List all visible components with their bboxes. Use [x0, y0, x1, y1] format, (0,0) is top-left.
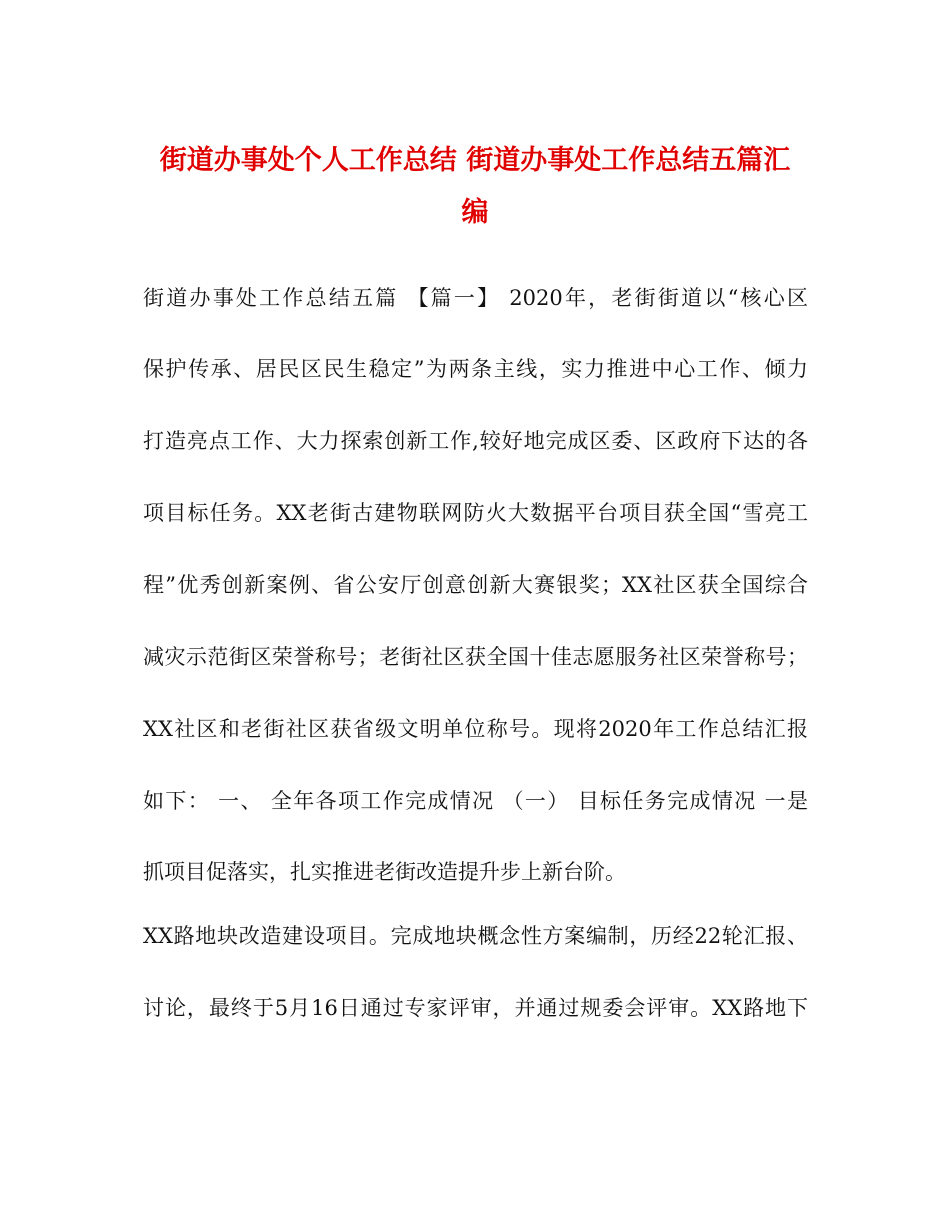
- body-line-7: XX社区和老街社区获省级文明单位称号。现将2020年工作总结汇报: [143, 717, 808, 741]
- body-line-2: 保护传承、居民区民生稳定”为两条主线，实力推进中心工作、倾力: [143, 357, 808, 381]
- body-line-4: 项目标任务。XX老街古建物联网防火大数据平台项目获全国“雪亮工: [143, 501, 808, 525]
- body-line-6: 减灾示范街区荣誉称号；老街社区获全国十佳志愿服务社区荣誉称号；: [143, 645, 808, 669]
- body-line-11: 讨论，最终于5月16日通过专家评审，并通过规委会评审。XX路地下: [143, 996, 808, 1020]
- document-title-line-1: 街道办事处个人工作总结 街道办事处工作总结五篇汇: [159, 145, 791, 176]
- body-line-3: 打造亮点工作、大力探索创新工作,较好地完成区委、区政府下达的各: [143, 429, 808, 453]
- body-line-10: XX路地块改造建设项目。完成地块概念性方案编制，历经22轮汇报、: [143, 924, 808, 948]
- body-line-5: 程”优秀创新案例、省公安厅创意创新大赛银奖；XX社区获全国综合: [143, 573, 808, 597]
- body-line-8: 如下： 一、 全年各项工作完成情况 （一） 目标任务完成情况 一是: [143, 789, 808, 813]
- body-line-9: 抓项目促落实，扎实推进老街改造提升步上新台阶。: [143, 860, 626, 884]
- body-line-1: 街道办事处工作总结五篇 【篇一】 2020年，老街街道以“核心区: [143, 286, 808, 310]
- document-title-line-2: 编: [461, 197, 489, 228]
